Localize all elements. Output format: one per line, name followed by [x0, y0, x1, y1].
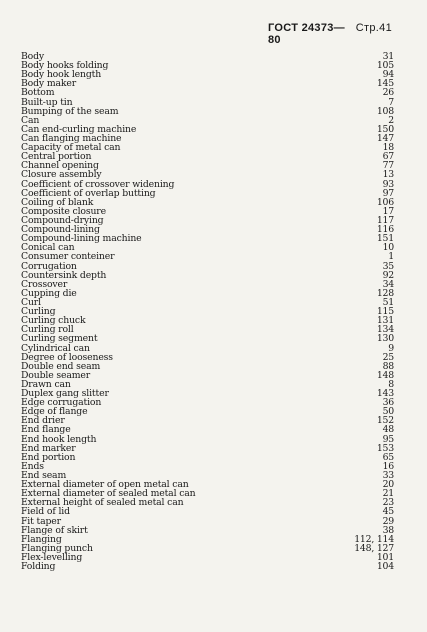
index-entry — [21, 289, 394, 298]
index-term: Flanging punch — [21, 542, 93, 554]
index-term: End drier — [21, 415, 65, 427]
index-page-number: 112, 114 — [354, 533, 394, 545]
index-page-number: 145 — [376, 78, 394, 90]
index-term: External diameter of sealed metal can — [21, 488, 196, 500]
index-page-number: 29 — [382, 515, 394, 527]
index-page-number: 153 — [376, 442, 394, 454]
index-entry — [21, 562, 394, 571]
index-page-number: 104 — [376, 561, 394, 573]
index-term: Curling roll — [21, 324, 74, 336]
index-page-number: 48 — [382, 424, 394, 436]
index-term: Double end seam — [21, 360, 101, 372]
term-index — [21, 52, 394, 571]
index-entry — [21, 316, 394, 325]
index-entry — [21, 444, 394, 453]
index-page-number: 115 — [376, 306, 394, 318]
index-page-number: 45 — [382, 506, 394, 518]
index-page-number: 18 — [382, 142, 394, 154]
index-term: Built-up tin — [21, 96, 73, 108]
index-page-number: 131 — [376, 315, 394, 327]
index-term: End seam — [21, 470, 67, 482]
index-page-number: 25 — [382, 351, 394, 363]
index-term: Bottom — [21, 87, 55, 99]
index-term: Capacity of metal can — [21, 142, 121, 154]
index-term: Curling — [21, 306, 56, 318]
index-page-number: 95 — [382, 433, 394, 445]
index-term: End hook length — [21, 433, 97, 445]
index-entry — [21, 498, 394, 507]
index-page-number: 88 — [382, 360, 394, 372]
index-page-number: 23 — [382, 497, 394, 509]
index-entry — [21, 553, 394, 562]
index-term: Coiling of blank — [21, 196, 94, 208]
index-entry — [21, 507, 394, 516]
index-term: Consumer conteiner — [21, 251, 115, 263]
index-page-number: 134 — [376, 324, 394, 336]
index-entry — [21, 88, 394, 97]
index-entry — [21, 407, 394, 416]
index-term: Body hook length — [21, 69, 102, 81]
sheet-label: Стр. — [355, 22, 380, 34]
index-page-number: 117 — [376, 214, 394, 226]
index-page-number: 10 — [382, 242, 394, 254]
index-term: Body — [21, 51, 45, 62]
index-term: Can flanging machine — [21, 132, 122, 144]
index-term: Compound-lining — [21, 224, 100, 236]
index-term: Channel opening — [21, 160, 99, 172]
index-page-number: 101 — [376, 552, 394, 564]
index-term: Degree of looseness — [21, 351, 113, 363]
index-entry — [21, 79, 394, 88]
index-term: Crossover — [21, 278, 68, 290]
index-term: Central portion — [21, 151, 92, 163]
index-page-number: 34 — [382, 278, 394, 290]
index-term: Countersink depth — [21, 269, 107, 281]
index-page-number: 147 — [376, 132, 394, 144]
index-term: Cupping die — [21, 287, 77, 299]
index-term: Compound-lining machine — [21, 233, 142, 245]
index-term: Folding — [21, 561, 56, 573]
index-page-number: 20 — [382, 479, 394, 491]
index-term: Coefficient of overlap butting — [21, 187, 156, 199]
index-entry — [21, 298, 394, 307]
index-page-number: 16 — [382, 460, 394, 472]
index-page-number: 67 — [382, 151, 394, 163]
index-page-number: 151 — [376, 233, 394, 245]
index-page-number: 106 — [376, 196, 394, 208]
index-term: Curling segment — [21, 333, 98, 345]
index-page-number: 97 — [382, 187, 394, 199]
index-page-number: 2 — [388, 114, 394, 126]
index-term: Corrugation — [21, 260, 77, 272]
index-term: Body maker — [21, 78, 77, 90]
index-page-number: 31 — [382, 51, 394, 62]
index-term: Flanging — [21, 533, 62, 545]
index-entry — [21, 416, 394, 425]
index-entry — [21, 70, 394, 79]
index-page-number: 51 — [382, 296, 394, 308]
index-term: Flange of skirt — [21, 524, 88, 536]
page-header — [268, 22, 392, 46]
index-entry — [21, 271, 394, 280]
index-page-number: 36 — [382, 397, 394, 409]
index-term: End marker — [21, 442, 76, 454]
index-term: End portion — [21, 451, 76, 463]
index-page-number: 92 — [382, 269, 394, 281]
index-term: Bumping of the seam — [21, 105, 119, 117]
index-page-number: 116 — [376, 224, 394, 236]
index-entry — [21, 371, 394, 380]
index-term: External diameter of open metal can — [21, 479, 189, 491]
index-term: Cylindrical can — [21, 342, 90, 354]
index-page-number: 17 — [382, 205, 394, 217]
index-page-number: 108 — [376, 105, 394, 117]
index-page-number: 152 — [376, 415, 394, 427]
index-entry — [21, 453, 394, 462]
index-term: Ends — [21, 460, 44, 472]
index-term: Fit taper — [21, 515, 61, 527]
index-page-number: 150 — [376, 123, 394, 135]
index-page-number: 13 — [382, 169, 394, 181]
index-entry — [21, 234, 394, 243]
index-term: Field of lid — [21, 506, 70, 518]
index-entry — [21, 526, 394, 535]
index-page-number: 38 — [382, 524, 394, 536]
index-page-number: 21 — [382, 488, 394, 500]
index-page-number: 9 — [388, 342, 394, 354]
index-term: Flex-levelling — [21, 552, 83, 564]
index-term: Conical can — [21, 242, 75, 254]
index-page-number: 8 — [388, 378, 394, 390]
index-page-number: 94 — [382, 69, 394, 81]
index-entry — [21, 435, 394, 444]
index-term: Compound-drying — [21, 214, 104, 226]
index-page-number: 26 — [382, 87, 394, 99]
index-term: Can end-curling machine — [21, 123, 137, 135]
index-page-number: 143 — [376, 388, 394, 400]
index-term: Can — [21, 114, 40, 126]
index-page-number: 7 — [388, 96, 394, 108]
index-page-number: 128 — [376, 287, 394, 299]
index-page-number: 93 — [382, 178, 394, 190]
index-term: Edge corrugation — [21, 397, 102, 409]
index-term: Curling chuck — [21, 315, 86, 327]
index-term: Body hooks folding — [21, 60, 109, 72]
index-entry — [21, 462, 394, 471]
index-entry — [21, 107, 394, 116]
index-page-number: 50 — [382, 406, 394, 418]
index-term: Closure assembly — [21, 169, 102, 181]
standard-number: ГОСТ 24373—80 — [268, 22, 345, 46]
index-term: Double seamer — [21, 369, 91, 381]
index-term: End flange — [21, 424, 71, 436]
index-term: Duplex gang slitter — [21, 388, 109, 400]
index-page-number: 77 — [382, 160, 394, 172]
index-term: Edge of flange — [21, 406, 88, 418]
index-page-number: 35 — [382, 260, 394, 272]
index-page-number: 1 — [388, 251, 394, 263]
index-term: Curl — [21, 296, 41, 308]
index-page-number: 148 — [376, 369, 394, 381]
index-term: Coefficient of crossover widening — [21, 178, 175, 190]
index-page-number: 33 — [382, 470, 394, 482]
index-term: Composite closure — [21, 205, 106, 217]
index-page-number: 148, 127 — [354, 542, 394, 554]
index-page-number: 65 — [382, 451, 394, 463]
index-page-number: 105 — [376, 60, 394, 72]
index-term: Drawn can — [21, 378, 71, 390]
index-page-number: 130 — [376, 333, 394, 345]
sheet-number: 41 — [379, 22, 392, 34]
index-term: External height of sealed metal can — [21, 497, 184, 509]
